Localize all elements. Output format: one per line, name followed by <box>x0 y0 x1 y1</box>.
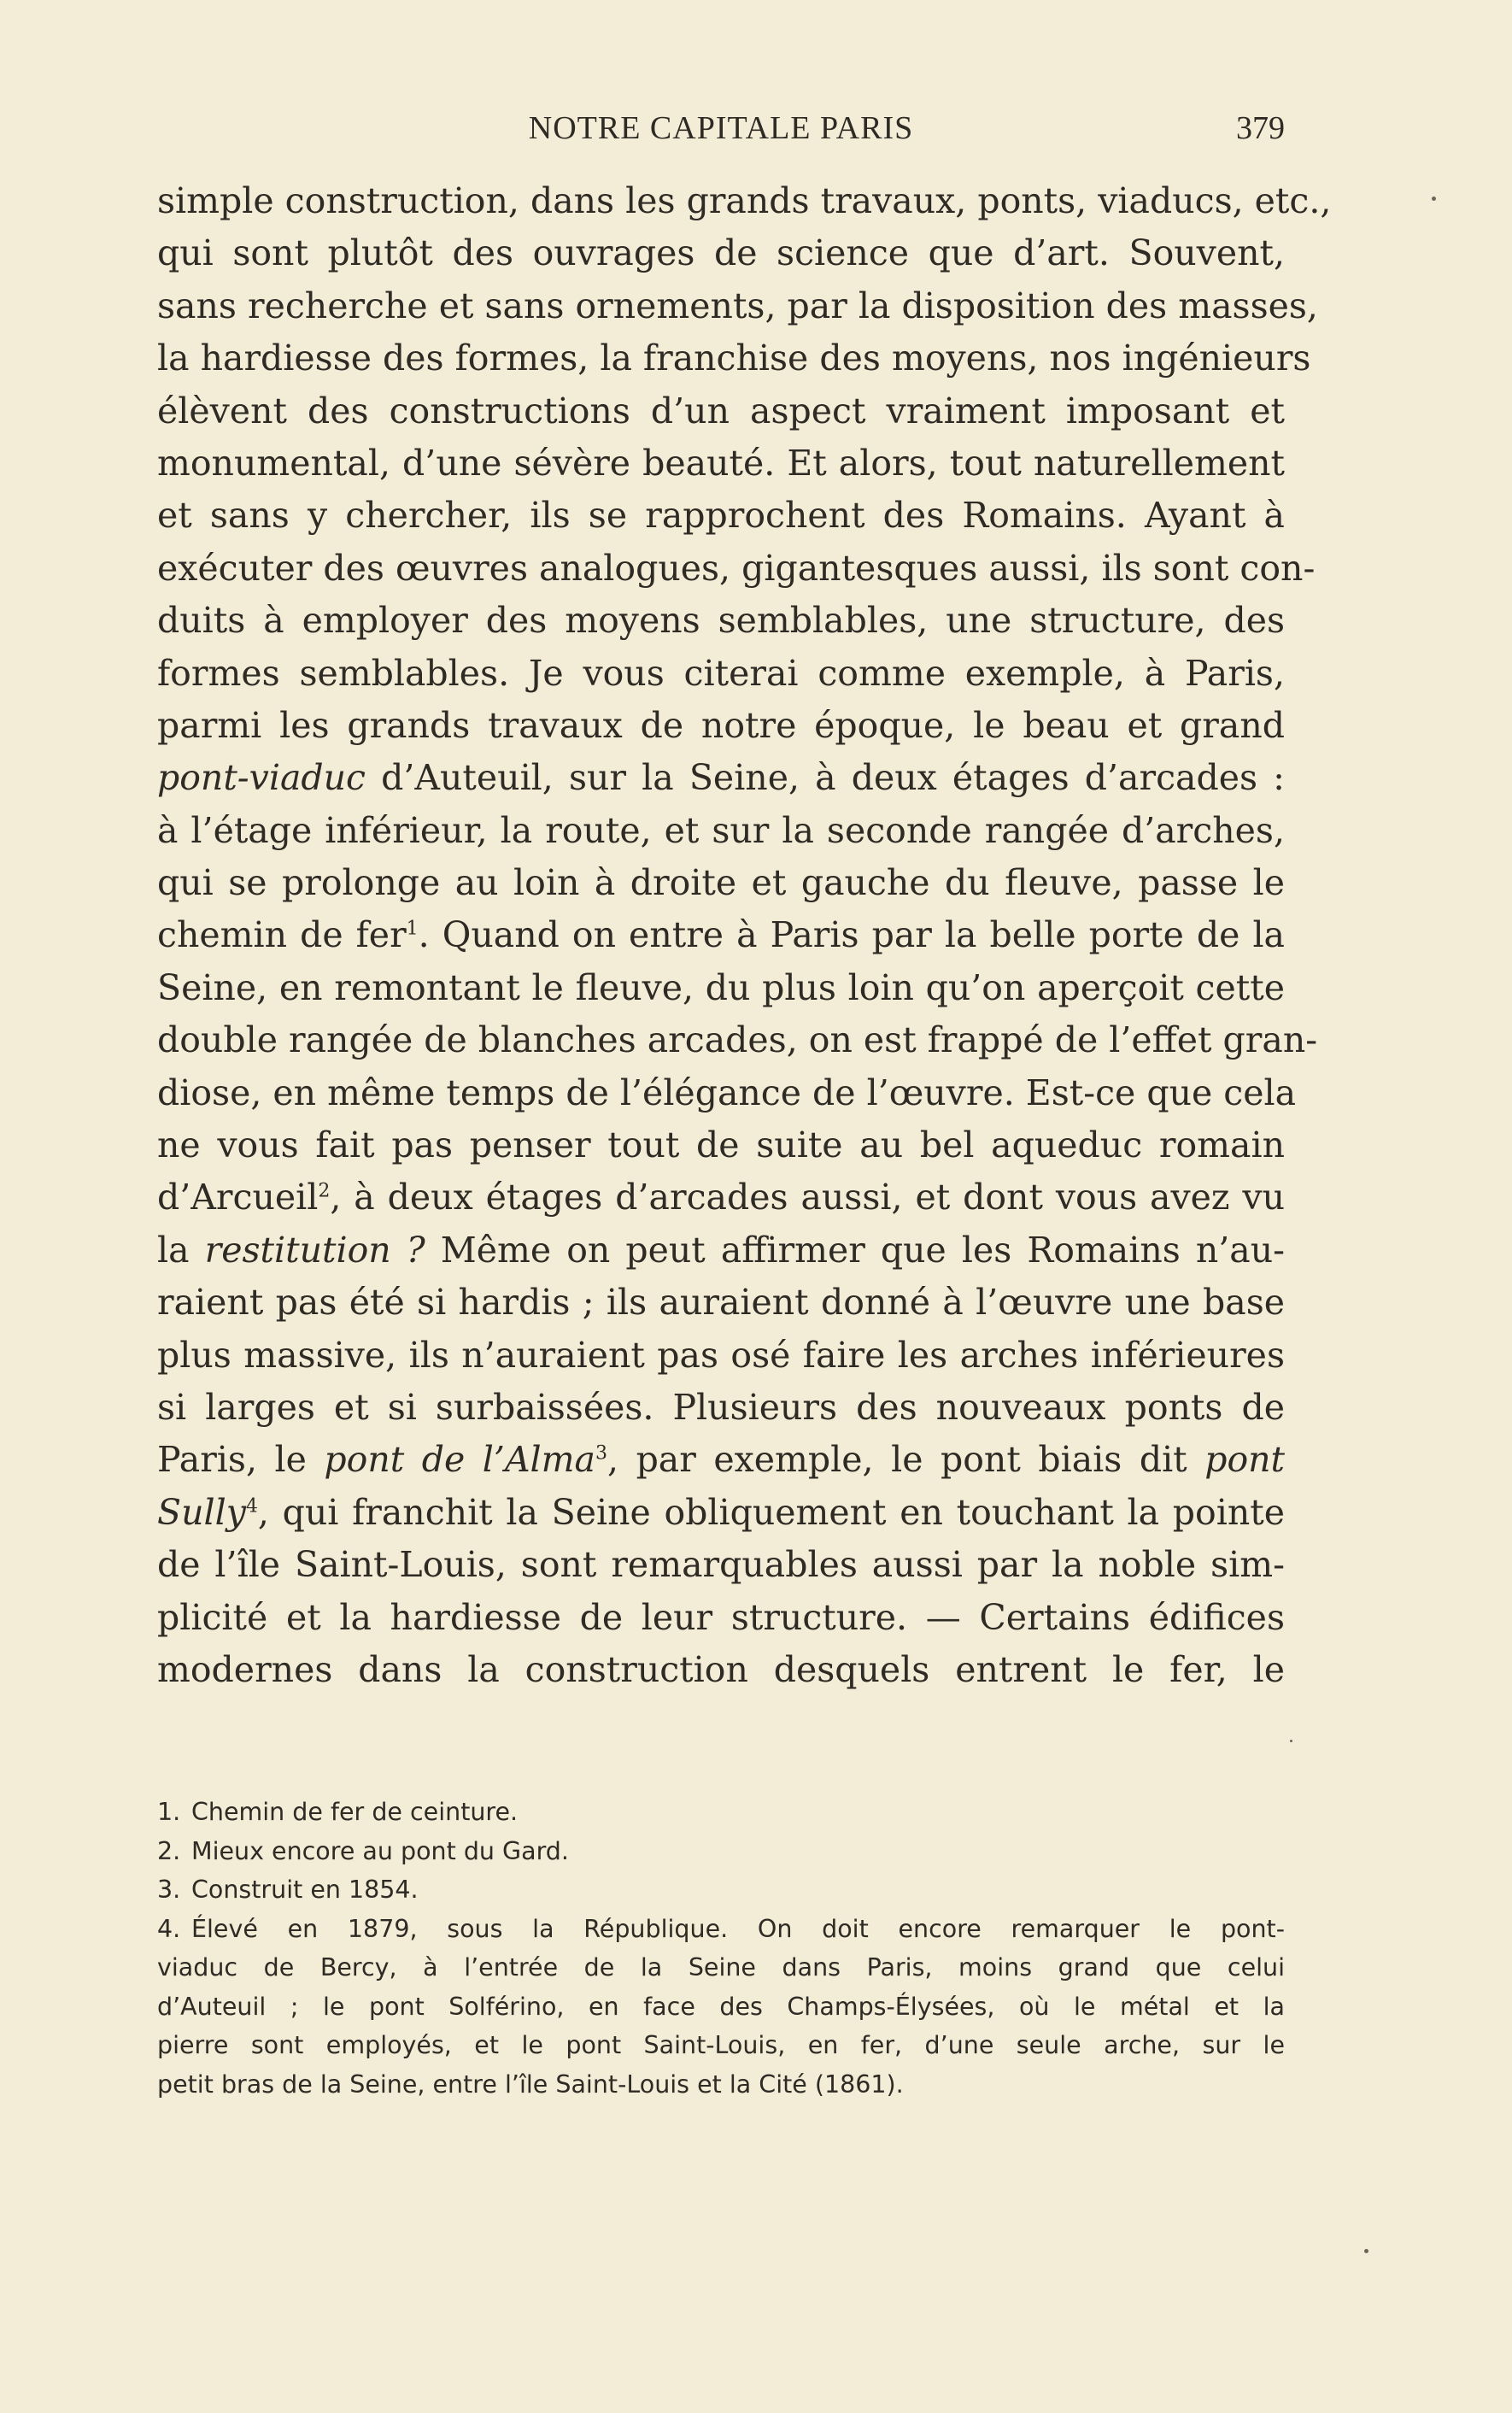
footnote <box>157 1793 1285 1832</box>
text-run: la <box>157 1229 205 1271</box>
text-line: sans recherche et sans ornements, par la disposition des masses, <box>157 285 1318 326</box>
text-line: si larges et si surbaissées. Plusieurs des nouveaux ponts de <box>157 1386 1285 1428</box>
footnote <box>157 1910 1285 1949</box>
text-run: d’Auteuil, sur la Seine, à deux étages d’arcades : <box>366 757 1285 799</box>
text-line: Seine, en remontant le fleuve, du plus loin qu’on aperçoit cette <box>157 966 1285 1008</box>
text-run: Même on peut affirmer que les Romains n’au- <box>425 1229 1285 1271</box>
footnote-continuation: petit bras de la Seine, entre l’île Saint-Louis et la Cité (1861). <box>157 2070 904 2099</box>
text-line: modernes dans la construction desquels entrent le fer, le <box>157 1648 1285 1690</box>
text-line: plus massive, ils n’auraient pas osé faire les arches inférieures <box>157 1334 1285 1376</box>
footnote-continuation: viaduc de Bercy, à l’entrée de la Seine dans Paris, moins grand que celui <box>157 1953 1285 1981</box>
text-line <box>157 909 1285 961</box>
italic-term: restitution ? <box>204 1229 425 1271</box>
text-line: qui sont plutôt des ouvrages de science que d’art. Souvent, <box>157 232 1285 274</box>
text-line: duits à employer des moyens semblables, une structure, des <box>157 600 1285 642</box>
text-run: , par exemple, le pont biais dit <box>607 1439 1205 1481</box>
text-line: ne vous fait pas penser tout de suite au bel aqueduc romain <box>157 1124 1285 1166</box>
main-text <box>157 175 1332 1696</box>
text-line <box>157 1434 1285 1486</box>
text-run: chemin de fer <box>157 914 407 956</box>
text-line: monumental, d’une sévère beauté. Et alors, tout naturellement <box>157 442 1285 484</box>
text-line: de l’île Saint-Louis, sont remarquables aussi par la noble sim- <box>157 1544 1285 1586</box>
footnote-number: 4. <box>157 1914 181 1943</box>
text-line: formes semblables. Je vous citerai comme exemple, à Paris, <box>157 652 1285 694</box>
footnote-text: Construit en 1854. <box>191 1876 419 1904</box>
text-run: . Quand on entre à Paris par la belle porte de la <box>418 914 1285 956</box>
footnote-ref: 3 <box>595 1442 607 1465</box>
running-title: NOTRE CAPITALE PARIS <box>528 110 914 146</box>
italic-term: pont <box>1204 1439 1286 1481</box>
footnote-number: 1. <box>157 1798 181 1826</box>
paper-speck <box>1290 1740 1292 1742</box>
footnote-text: Mieux encore au pont du Gard. <box>191 1836 569 1865</box>
paper-speck <box>1432 197 1436 201</box>
text-line: qui se prolonge au loin à droite et gauche du fleuve, passe le <box>157 862 1285 904</box>
footnotes <box>157 1793 1285 2104</box>
text-line <box>157 1224 1285 1277</box>
footnote-continuation: d’Auteuil ; le pont Solférino, en face des Champs-Élysées, où le métal et la <box>157 1992 1285 2021</box>
footnote <box>157 1832 1285 1871</box>
text-run: , à deux étages d’arcades aussi, et dont vous avez vu <box>330 1177 1285 1218</box>
text-line: élèvent des constructions d’un aspect vraiment imposant et <box>157 390 1285 432</box>
italic-term: pont de l’Alma <box>324 1439 595 1481</box>
text-line: parmi les grands travaux de notre époque, le beau et grand <box>157 704 1285 746</box>
text-line: double rangée de blanches arcades, on est frappé de l’effet gran- <box>157 1019 1318 1061</box>
text-line <box>157 1171 1285 1224</box>
text-line: et sans y chercher, ils se rapprochent des Romains. Ayant à <box>157 495 1285 537</box>
page-number: 379 <box>1236 110 1285 146</box>
text-line: diose, en même temps de l’élégance de l’œuvre. Est-ce que cela <box>157 1071 1297 1113</box>
footnote-ref: 1 <box>406 918 419 940</box>
text-line: la hardiesse des formes, la franchise des moyens, nos ingénieurs <box>157 338 1311 379</box>
text-run: d’Arcueil <box>157 1177 319 1218</box>
text-line: plicité et la hardiesse de leur structure. — Certains édifices <box>157 1596 1285 1638</box>
italic-term: Sully <box>157 1491 246 1533</box>
text-line: exécuter des œuvres analogues, gigantesques aussi, ils sont con- <box>157 547 1316 589</box>
text-line: simple construction, dans les grands travaux, ponts, viaducs, etc., <box>157 180 1332 221</box>
paper-speck <box>1364 2249 1368 2253</box>
footnote-number: 2. <box>157 1836 181 1865</box>
footnote-continuation: pierre sont employés, et le pont Saint-Louis, en fer, d’une seule arche, sur le <box>157 2031 1285 2059</box>
text-line <box>157 752 1285 804</box>
footnote-ref: 2 <box>318 1180 331 1202</box>
footnote-ref: 4 <box>245 1495 258 1518</box>
italic-term: pont-viaduc <box>157 757 366 799</box>
text-line: raient pas été si hardis ; ils auraient donné à l’œuvre une base <box>157 1282 1285 1324</box>
text-line: à l’étage inférieur, la route, et sur la seconde rangée d’arches, <box>157 809 1285 851</box>
text-run: , qui franchit la Seine obliquement en touchant la pointe <box>257 1491 1285 1533</box>
text-run: Paris, le <box>157 1439 325 1481</box>
text-line <box>157 1487 1285 1539</box>
footnote-number: 3. <box>157 1876 181 1904</box>
running-header <box>157 103 1285 150</box>
footnote-text: Chemin de fer de ceinture. <box>191 1798 519 1826</box>
footnote-text: Élevé en 1879, sous la République. On doit encore remarquer le pont- <box>191 1914 1285 1943</box>
footnote <box>157 1870 1285 1910</box>
